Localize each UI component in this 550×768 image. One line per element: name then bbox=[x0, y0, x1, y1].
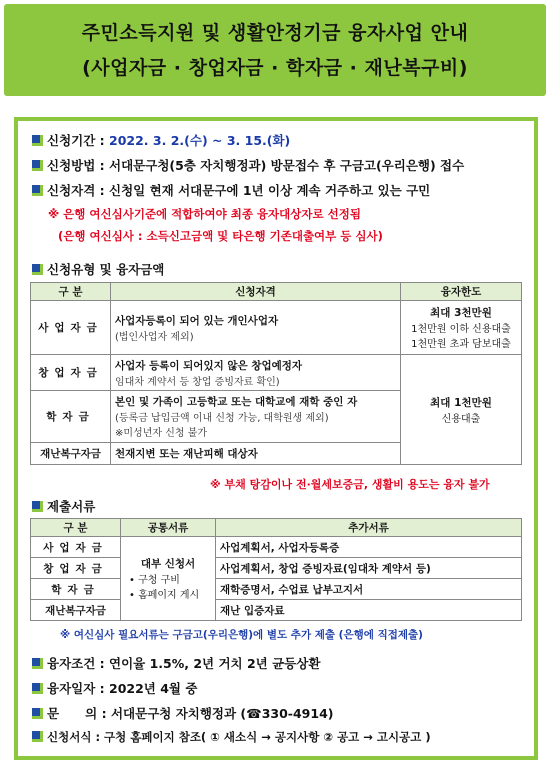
table-row: 재난복구자금 천재지변 또는 재난피해 대상자 bbox=[31, 443, 522, 465]
method-value: 서대문구청(5층 자치행정과) 방문접수 후 구금고(우리은행) 접수 bbox=[109, 158, 465, 173]
contact-value: 서대문구청 자치행정과 (☎330-4914) bbox=[110, 706, 334, 721]
section-docs-heading: 제출서류 bbox=[32, 497, 95, 515]
square-bullet-icon bbox=[32, 658, 43, 669]
qualification-line: 신청자격 : 신청일 현재 서대문구에 1년 이상 계속 거주하고 있는 구민 bbox=[32, 181, 430, 199]
form-line: 신청서식 : 구청 홈페이지 참조( ① 새소식 → 공지사항 ② 공고 → 고시공고 ) bbox=[32, 729, 431, 745]
date-line: 융자일자 : 2022년 4월 중 bbox=[32, 679, 197, 697]
contact-line: 문 의 : 서대문구청 자치행정과 (☎330-4914) bbox=[32, 704, 334, 722]
table-row: 창업자금 사업자 등록이 되어있지 않은 창업예정자 임대차 계약서 등 창업 증빙자료 확인) 최대 1천만원 신용대출 bbox=[31, 355, 522, 391]
form-value: 구청 홈페이지 참조( ① 새소식 → 공지사항 ② 공고 → 고시공고 ) bbox=[104, 730, 431, 744]
period-line: 신청기간 : 2022. 3. 2.(수) ~ 3. 15.(화) bbox=[32, 131, 290, 149]
section-type-heading: 신청유형 및 융자금액 bbox=[32, 260, 164, 278]
date-value: 2022년 4월 중 bbox=[109, 681, 198, 696]
square-bullet-icon bbox=[32, 683, 43, 694]
table-row: 창업자금 사업계획서, 창업 증빙자료(임대차 계약서 등) bbox=[31, 558, 522, 579]
documents-table: 구 분 공통서류 추가서류 사업자금 대부 신청서 • 구청 구비 • 홈페이지 게시 사업계획서, 사업자등록증 창업자금 사업계획서, 창업 증빙자료(임대차 계약서 등) 학자금 재학증명서, 수업료 납부고지서 재난복구자금 재난 입증자료 bbox=[30, 518, 522, 621]
square-bullet-icon bbox=[32, 731, 43, 742]
loan-type-table: 구 분 신청자격 융자한도 사업자금 사업자등록이 되어 있는 개인사업자 (법인사업자 제외) 최대 3천만원 1천만원 이하 신용대출 1천만원 초과 담보대출 창업자금 사업자 등록이 되어있지 않은 창업예정자 임대차 계약서 등 창업 증빙자료 확인) 최대 1천만원 신용대출 학자금 본인 및 가족이 고등학교 또는 대학교에 재학 중인 자 (등록금 납입금액 이내 신청 가능, 대학원생 제외) ※미성년자 신청 불가 재난복구자금 천재지변 또는 재난피해 대상자 bbox=[30, 282, 522, 465]
table-row: 사업자금 대부 신청서 • 구청 구비 • 홈페이지 게시 사업계획서, 사업자등록증 bbox=[31, 537, 522, 558]
method-line: 신청방법 : 서대문구청(5층 자치행정과) 방문접수 후 구금고(우리은행) 접수 bbox=[32, 156, 464, 174]
table-row: 재난복구자금 재난 입증자료 bbox=[31, 600, 522, 621]
table-row: 학자금 재학증명서, 수업료 납부고지서 bbox=[31, 579, 522, 600]
docs-note: ※ 여신심사 필요서류는 구금고(우리은행)에 별도 추가 제출 (은행에 직접제출) bbox=[60, 629, 423, 641]
square-bullet-icon bbox=[32, 160, 43, 171]
qualification-value: 신청일 현재 서대문구에 1년 이상 계속 거주하고 있는 구민 bbox=[109, 183, 431, 198]
table-row: 사업자금 사업자등록이 되어 있는 개인사업자 (법인사업자 제외) 최대 3천만원 1천만원 이하 신용대출 1천만원 초과 담보대출 bbox=[31, 301, 522, 355]
page-title: 주민소득지원 및 생활안정기금 융자사업 안내 bbox=[81, 22, 469, 44]
table-row: 학자금 본인 및 가족이 고등학교 또는 대학교에 재학 중인 자 (등록금 납입금액 이내 신청 가능, 대학원생 제외) ※미성년자 신청 불가 bbox=[31, 391, 522, 443]
page-subtitle: (사업자금 · 창업자금 · 학자금 · 재난복구비) bbox=[82, 57, 468, 79]
square-bullet-icon bbox=[32, 501, 43, 512]
square-bullet-icon bbox=[32, 708, 43, 719]
title-banner bbox=[4, 4, 546, 96]
bank-note: ※ 은행 여신심사기준에 적합하여야 최종 융자대상자로 선정됨 bbox=[48, 207, 361, 221]
bank-note-detail: (은행 여신심사 : 소득신고금액 및 타은행 기존대출여부 등 심사) bbox=[58, 229, 383, 243]
period-value: 2022. 3. 2.(수) ~ 3. 15.(화) bbox=[109, 133, 291, 148]
square-bullet-icon bbox=[32, 264, 43, 275]
square-bullet-icon bbox=[32, 135, 43, 146]
usage-note: ※ 부채 탕감이나 전·월세보증금, 생활비 용도는 융자 불가 bbox=[210, 478, 490, 491]
terms-value: 연이율 1.5%, 2년 거치 2년 균등상환 bbox=[109, 656, 321, 671]
square-bullet-icon bbox=[32, 185, 43, 196]
terms-line: 융자조건 : 연이율 1.5%, 2년 거치 2년 균등상환 bbox=[32, 654, 320, 672]
